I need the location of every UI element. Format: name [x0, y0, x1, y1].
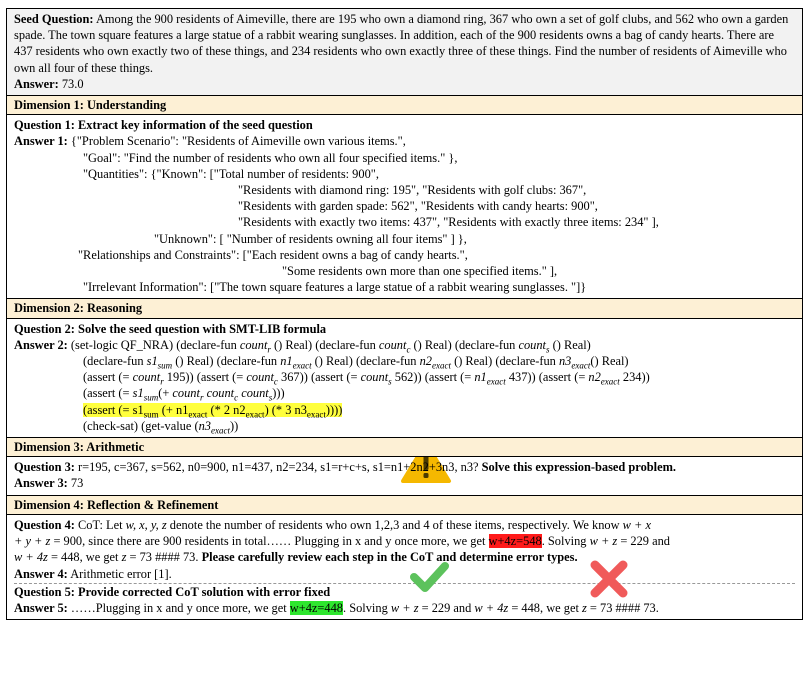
cot-text: = 448, we get [47, 550, 122, 565]
answer-4-label: Answer 4: [14, 566, 68, 581]
subscript: r [199, 392, 204, 403]
figure-panel [6, 8, 803, 620]
dimension-3-body [7, 457, 802, 495]
var-n1: n1 [280, 354, 293, 369]
answer-5-label: Answer 5: [14, 600, 68, 615]
smt-code: () Real) (declare-fun [270, 337, 379, 352]
subscript: s [388, 376, 392, 387]
smt-code: ))) [272, 386, 285, 401]
var-s1: s1 [132, 386, 144, 401]
subscript: r [160, 376, 164, 387]
seed-question [14, 11, 795, 76]
answer-3-label: Answer 3: [14, 476, 68, 491]
math-expr: w + z [589, 534, 618, 549]
question-3-label: Question 3: [14, 460, 75, 475]
answer-2-line-2 [14, 353, 795, 369]
cot-text: = 229 and [617, 534, 670, 549]
answer-2-line-3 [14, 369, 795, 385]
question-3 [14, 459, 795, 475]
question-3-instruction: Solve this expression-based problem. [481, 460, 677, 475]
check-mark-icon [409, 557, 449, 597]
answer-4 [14, 566, 795, 582]
var-n3: n3 [558, 354, 572, 369]
var-n2: n2 [588, 370, 601, 385]
subscript: s [268, 392, 273, 403]
var-count-c: count [206, 386, 235, 401]
smt-code: (declare-fun [83, 354, 147, 369]
smt-code: () Real) [590, 354, 629, 369]
smt-code: () Real) (declare-fun [410, 337, 519, 352]
subscript: c [406, 344, 411, 355]
math-expr: + y + z [14, 534, 51, 549]
math-expr: w + 4z [14, 550, 48, 565]
subscript: exact [306, 409, 326, 420]
answer-1-text: "Goal": "Find the number of residents who own all four specified items." }, [83, 150, 458, 165]
seed-question-text: Among the 900 residents of Aimeville, there are 195 who own a diamond ring, 367 who own a set of golf clubs, and 562 who own a garden spade. The town square features a large statue of a rabbit wearing sunglasses. In addition, each of the 900 residents owns a bag of candy hearts. There are 437 residents who own exactly two of these things, and 234 residents who own exactly three of these things. Find the number of residents of Aimeville who own all four of these things. [14, 12, 789, 75]
smt-code: (check-sat) (get-value ( [83, 418, 199, 433]
answer-1-text: "Unknown": [ "Number of residents owning all four items" ] }, [154, 231, 467, 246]
answer-1-text: {"Problem Scenario": "Residents of Aimeville own various items.", [70, 134, 406, 149]
var-n3: n3 [198, 418, 211, 433]
math-expr: w + x [622, 517, 651, 532]
cot-text: CoT: Let [78, 517, 126, 532]
var-count-c: count [378, 337, 407, 352]
answer-1-text: "Residents with exactly two items: 437", "Residents with exactly three items: 234" ], [238, 215, 659, 230]
smt-code: 367)) (assert (= [277, 370, 361, 385]
seed-question-label: Seed Question: [14, 12, 94, 26]
subscript: exact [188, 409, 208, 420]
seed-answer [14, 76, 795, 92]
smt-code: (+ n1 [158, 402, 189, 417]
question-2-label: Question 2: [14, 321, 75, 336]
dimension-2-header: Dimension 2: Reasoning [7, 299, 802, 318]
answer-2-line-1 [14, 337, 795, 353]
seed-answer-label: Answer: [14, 76, 59, 91]
subscript: s [546, 344, 550, 355]
var-s1: s1 [146, 354, 158, 369]
cot-text: ……Plugging in x and y once more, we get [70, 600, 290, 615]
smt-code: () Real) (declare-fun [311, 354, 420, 369]
smt-code: 195)) (assert (= [163, 370, 247, 385]
answer-1-text: "Irrelevant Information": ["The town square features a large statue of a rabbit wearing sunglasses. "]} [83, 280, 587, 295]
var-count-r: count [239, 337, 268, 352]
subscript: c [234, 392, 239, 403]
subscript: exact [292, 360, 312, 371]
subscript: exact [210, 425, 230, 436]
subscript: exact [245, 409, 265, 420]
question-5-label: Question 5: [14, 584, 75, 599]
var-count-r: count [132, 370, 161, 385]
subscript: exact [431, 360, 451, 371]
smt-code: (assert (= s1 [83, 402, 144, 417]
answer-4-value: Arithmetic error [1]. [70, 566, 172, 581]
subscript: c [273, 376, 278, 387]
question-3-text: r=195, c=367, s=562, n0=900, n1=437, n2=234, s1=r+c+s, s1=n1+2n2+3n3, n3? [78, 460, 482, 475]
smt-code: () Real) (declare-fun [172, 354, 281, 369]
smt-code: 437)) (assert (= [505, 370, 589, 385]
cot-text: = 73 #### 73. [126, 550, 202, 565]
smt-code: () Real) [549, 337, 591, 352]
math-var: z [581, 600, 587, 615]
answer-1-label: Answer 1: [14, 134, 68, 149]
answer-3-value: 73 [70, 476, 84, 491]
dimension-4-header: Dimension 4: Reflection & Refinement [7, 496, 802, 515]
smt-code: (assert (= [83, 370, 133, 385]
cot-text: = 73 #### 73. [586, 600, 659, 615]
var-n1: n1 [474, 370, 487, 385]
dimension-1-body [7, 115, 802, 299]
var-count-r: count [172, 386, 200, 401]
subscript: exact [600, 376, 620, 387]
smt-code: () Real) (declare-fun [450, 354, 559, 369]
answer-1-line [14, 133, 795, 149]
dimension-1-header: Dimension 1: Understanding [7, 96, 802, 115]
question-2 [14, 321, 795, 337]
math-expr: w + z [390, 600, 419, 615]
math-expr: w + 4z [474, 600, 509, 615]
erroneous-step-highlight: w+4z=548 [488, 534, 542, 549]
answer-2-line-4 [14, 385, 795, 401]
subscript: sum [157, 360, 173, 371]
smt-code: 234)) [619, 370, 650, 385]
answer-1-text: "Some residents own more than one specified items." ], [282, 264, 558, 279]
subscript: r [267, 344, 271, 355]
answer-1-text: "Residents with diamond ring: 195", "Residents with golf clubs: 367", [238, 183, 587, 198]
question-4-line-1 [14, 517, 795, 533]
question-1 [14, 117, 795, 133]
smt-code: (assert (= [83, 386, 133, 401]
smt-code: )))) [325, 402, 343, 417]
answer-2-line-5 [14, 402, 795, 418]
dimension-2-body [7, 319, 802, 438]
answer-1-text: "Residents with garden spade: 562", "Residents with candy hearts: 900", [238, 199, 598, 214]
var-count-s: count [518, 337, 546, 352]
question-4-line-2 [14, 533, 795, 549]
question-1-text: Extract key information of the seed question [78, 118, 313, 133]
cot-text: . Solving [541, 534, 590, 549]
cot-text: = 900, since there are 900 residents in total…… Plugging in x and y once more, we get [50, 534, 489, 549]
question-4-instruction: Please carefully review each step in the CoT and determine error types. [201, 550, 578, 565]
cot-text: . Solving [343, 600, 391, 615]
smt-code: (* 2 n2 [207, 402, 246, 417]
var-n2: n2 [419, 354, 432, 369]
seed-answer-value: 73.0 [61, 76, 84, 91]
seed-question-section [7, 9, 802, 96]
dimension-3-header: Dimension 3: Arithmetic [7, 438, 802, 457]
cot-text: denote the number of residents who own 1,2,3 and 4 of these items, respectively. We know [166, 517, 623, 532]
highlighted-erroneous-assert [83, 402, 343, 420]
question-1-label: Question 1: [14, 118, 75, 133]
subscript: sum [143, 409, 159, 420]
smt-code: (+ [158, 386, 173, 401]
answer-2-label: Answer 2: [14, 337, 68, 352]
var-count-s: count [241, 386, 269, 401]
dimension-4-body [7, 515, 802, 619]
question-2-text: Solve the seed question with SMT-LIB formula [78, 321, 327, 336]
smt-code: )) [229, 418, 239, 433]
smt-code: 562)) (assert (= [391, 370, 475, 385]
var-count-c: count [246, 370, 274, 385]
smt-code: ) (* 3 n3 [264, 402, 307, 417]
smt-code: (set-logic QF_NRA) (declare-fun [70, 337, 240, 352]
cross-mark-icon [587, 557, 631, 601]
answer-1-text: "Relationships and Constraints": ["Each resident owns a bag of candy hearts.", [78, 247, 468, 262]
math-var: z [121, 550, 127, 565]
answer-1-text: "Quantities": {"Known": ["Total number of residents: 900", [83, 166, 379, 181]
subscript: exact [571, 360, 591, 371]
answer-3 [14, 475, 795, 491]
answer-2-line-6 [14, 418, 795, 434]
question-5-text: Provide corrected CoT solution with error fixed [78, 584, 331, 599]
subscript: exact [486, 376, 506, 387]
subscript: sum [143, 392, 159, 403]
question-4-label: Question 4: [14, 517, 75, 532]
cot-text: = 448, we get [508, 600, 582, 615]
corrected-step-highlight: w+4z=448 [289, 600, 344, 615]
answer-5 [14, 600, 795, 616]
question-5 [14, 584, 795, 600]
question-4-line-3 [14, 549, 795, 565]
cot-text: = 229 and [418, 600, 475, 615]
var-count-s: count [360, 370, 389, 385]
math-vars: w, x, y, z [125, 517, 167, 532]
